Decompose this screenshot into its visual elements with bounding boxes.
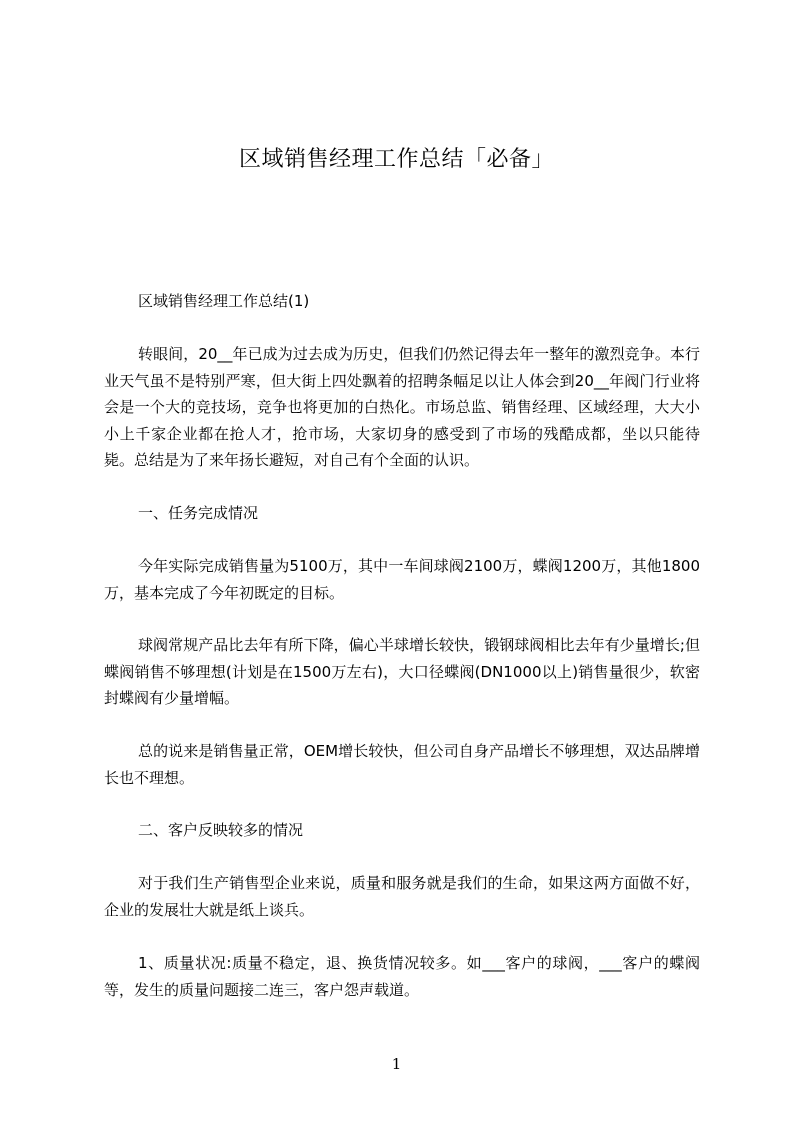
page-number: 1 — [391, 1055, 402, 1073]
section-heading: 二、客户反映较多的情况 — [138, 821, 304, 839]
body-paragraph: 转眼间，20__年已成为过去成为历史，但我们仍然记得去年一整年的激烈竞争。本行业天气虽不是特别严寒，但大街上四处飘着的招聘条幅足以让人体会到20__年阀门行业将会是一个大的竞技场，竞争也将更加的白热化。市场总监、销售经理、区域经理，大大小小上千家企业都在抢人才，抢市场，大家切身的感受到了市场的残酷成都，坐以只能待毙。总结是为了来年扬长避短，对自己有个全面的认识。 — [104, 345, 700, 469]
section-heading: 一、任务完成情况 — [138, 504, 259, 522]
body-paragraph: 对于我们生产销售型企业来说，质量和服务就是我们的生命，如果这两方面做不好，企业的发展壮大就是纸上谈兵。 — [104, 874, 700, 919]
body-paragraph: 球阀常规产品比去年有所下降，偏心半球增长较快，锻钢球阀相比去年有少量增长;但蝶阀销售不够理想(计划是在1500万左右)，大口径蝶阀(DN1000以上)销售量很少，软密封蝶阀有少量增幅。 — [104, 636, 700, 707]
body-paragraph: 今年实际完成销售量为5100万，其中一车间球阀2100万，蝶阀1200万，其他1800万，基本完成了今年初既定的目标。 — [104, 557, 700, 602]
section-heading: 区域销售经理工作总结(1) — [138, 292, 310, 310]
body-paragraph: 1、质量状况:质量不稳定，退、换货情况较多。如___客户的球阀，___客户的蝶阀等，发生的质量问题接二连三，客户怨声载道。 — [104, 954, 700, 999]
document-title: 区域销售经理工作总结「必备」 — [238, 147, 554, 172]
body-paragraph: 总的说来是销售量正常，OEM增长较快，但公司自身产品增长不够理想，双达品牌增长也不理想。 — [104, 742, 700, 787]
